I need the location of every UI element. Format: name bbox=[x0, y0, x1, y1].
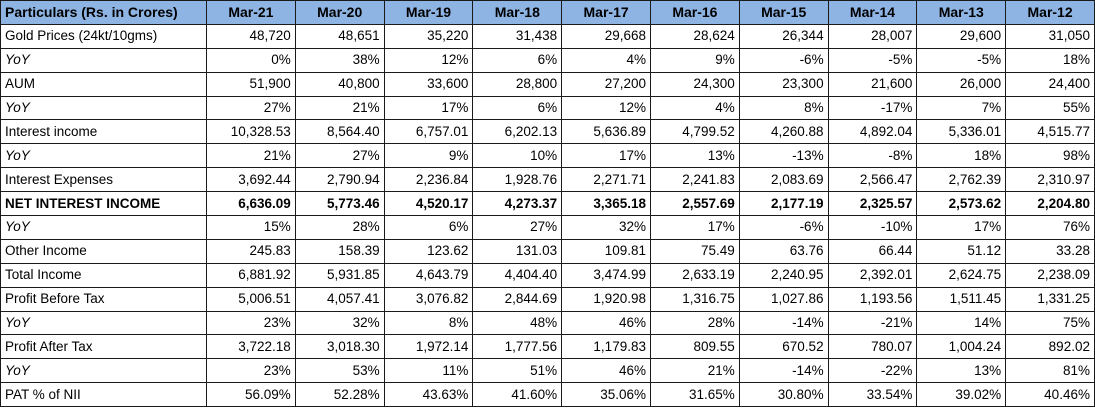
table-cell: 53% bbox=[295, 359, 384, 383]
table-cell: 1,027.86 bbox=[739, 287, 828, 311]
table-cell: 48,651 bbox=[295, 24, 384, 48]
table-cell: 2,762.39 bbox=[917, 168, 1006, 192]
table-row bbox=[1, 239, 1095, 263]
table-cell: 4,404.40 bbox=[473, 263, 562, 287]
row-label: YoY bbox=[1, 144, 207, 168]
table-cell: 2,310.97 bbox=[1006, 168, 1095, 192]
table-cell: 1,179.83 bbox=[562, 335, 651, 359]
table-cell: 2,238.09 bbox=[1006, 263, 1095, 287]
table-cell: 2,271.71 bbox=[562, 168, 651, 192]
table-cell: 33.54% bbox=[828, 383, 917, 407]
table-cell: -6% bbox=[739, 216, 828, 240]
table-cell: 35.06% bbox=[562, 383, 651, 407]
header-row bbox=[1, 1, 1095, 25]
table-cell: 4% bbox=[650, 96, 739, 120]
year-header: Mar-16 bbox=[650, 1, 739, 25]
table-cell: 11% bbox=[384, 359, 473, 383]
table-cell: 6,881.92 bbox=[207, 263, 296, 287]
row-label: AUM bbox=[1, 72, 207, 96]
table-cell: 27% bbox=[295, 144, 384, 168]
table-cell: 3,692.44 bbox=[207, 168, 296, 192]
table-cell: 4,515.77 bbox=[1006, 120, 1095, 144]
year-header: Mar-12 bbox=[1006, 1, 1095, 25]
table-cell: 51,900 bbox=[207, 72, 296, 96]
table-cell: 3,474.99 bbox=[562, 263, 651, 287]
row-label: NET INTEREST INCOME bbox=[1, 192, 207, 216]
table-row bbox=[1, 144, 1095, 168]
table-cell: 12% bbox=[562, 96, 651, 120]
table-cell: 2,240.95 bbox=[739, 263, 828, 287]
table-cell: 18% bbox=[1006, 48, 1095, 72]
row-label: YoY bbox=[1, 216, 207, 240]
table-cell: 131.03 bbox=[473, 239, 562, 263]
table-cell: 5,336.01 bbox=[917, 120, 1006, 144]
table-cell: 15% bbox=[207, 216, 296, 240]
table-cell: 2,790.94 bbox=[295, 168, 384, 192]
table-row bbox=[1, 24, 1095, 48]
table-cell: 809.55 bbox=[650, 335, 739, 359]
table-cell: 75% bbox=[1006, 311, 1095, 335]
table-row bbox=[1, 383, 1095, 407]
table-cell: 29,600 bbox=[917, 24, 1006, 48]
year-header: Mar-21 bbox=[207, 1, 296, 25]
table-cell: 9% bbox=[650, 48, 739, 72]
table-cell: 76% bbox=[1006, 216, 1095, 240]
table-cell: 3,076.82 bbox=[384, 287, 473, 311]
table-cell: 780.07 bbox=[828, 335, 917, 359]
table-cell: 892.02 bbox=[1006, 335, 1095, 359]
table-cell: 29,668 bbox=[562, 24, 651, 48]
table-cell: 43.63% bbox=[384, 383, 473, 407]
table-cell: 2,844.69 bbox=[473, 287, 562, 311]
table-cell: 21% bbox=[650, 359, 739, 383]
table-cell: 32% bbox=[295, 311, 384, 335]
table-cell: 40,800 bbox=[295, 72, 384, 96]
year-header: Mar-14 bbox=[828, 1, 917, 25]
table-cell: 2,566.47 bbox=[828, 168, 917, 192]
table-cell: 5,006.51 bbox=[207, 287, 296, 311]
table-cell: 1,972.14 bbox=[384, 335, 473, 359]
table-row bbox=[1, 72, 1095, 96]
table-cell: 27% bbox=[473, 216, 562, 240]
table-cell: 21% bbox=[295, 96, 384, 120]
table-cell: 27% bbox=[207, 96, 296, 120]
table-cell: -14% bbox=[739, 359, 828, 383]
table-cell: 28,624 bbox=[650, 24, 739, 48]
table-row bbox=[1, 168, 1095, 192]
table-cell: 3,365.18 bbox=[562, 192, 651, 216]
table-cell: 23,300 bbox=[739, 72, 828, 96]
table-cell: 14% bbox=[917, 311, 1006, 335]
row-label: YoY bbox=[1, 359, 207, 383]
table-body bbox=[1, 24, 1095, 406]
table-cell: 2,236.84 bbox=[384, 168, 473, 192]
table-cell: 2,083.69 bbox=[739, 168, 828, 192]
table-cell: 8% bbox=[384, 311, 473, 335]
year-header: Mar-18 bbox=[473, 1, 562, 25]
table-cell: 18% bbox=[917, 144, 1006, 168]
table-row bbox=[1, 287, 1095, 311]
table-cell: 21% bbox=[207, 144, 296, 168]
table-cell: 31.65% bbox=[650, 383, 739, 407]
table-cell: 30.80% bbox=[739, 383, 828, 407]
table-row bbox=[1, 48, 1095, 72]
table-cell: 28,800 bbox=[473, 72, 562, 96]
table-cell: -8% bbox=[828, 144, 917, 168]
table-cell: 46% bbox=[562, 359, 651, 383]
table-cell: 4,799.52 bbox=[650, 120, 739, 144]
table-cell: 6% bbox=[473, 96, 562, 120]
row-label: YoY bbox=[1, 48, 207, 72]
table-cell: 81% bbox=[1006, 359, 1095, 383]
table-cell: 24,400 bbox=[1006, 72, 1095, 96]
table-cell: 52.28% bbox=[295, 383, 384, 407]
row-label: Interest Expenses bbox=[1, 168, 207, 192]
table-cell: 28% bbox=[295, 216, 384, 240]
table-cell: -17% bbox=[828, 96, 917, 120]
table-cell: -5% bbox=[917, 48, 1006, 72]
table-cell: -13% bbox=[739, 144, 828, 168]
row-label: Total Income bbox=[1, 263, 207, 287]
table-cell: 1,004.24 bbox=[917, 335, 1006, 359]
table-cell: 6% bbox=[473, 48, 562, 72]
table-row bbox=[1, 216, 1095, 240]
table-cell: 2,204.80 bbox=[1006, 192, 1095, 216]
table-cell: 24,300 bbox=[650, 72, 739, 96]
table-cell: 51.12 bbox=[917, 239, 1006, 263]
table-cell: 4,273.37 bbox=[473, 192, 562, 216]
table-cell: 5,636.89 bbox=[562, 120, 651, 144]
table-cell: 13% bbox=[917, 359, 1006, 383]
year-header: Mar-13 bbox=[917, 1, 1006, 25]
table-cell: 2,624.75 bbox=[917, 263, 1006, 287]
table-cell: 2,325.57 bbox=[828, 192, 917, 216]
table-cell: 6,202.13 bbox=[473, 120, 562, 144]
table-cell: 39.02% bbox=[917, 383, 1006, 407]
table-cell: 4,260.88 bbox=[739, 120, 828, 144]
table-cell: 48% bbox=[473, 311, 562, 335]
row-label: Profit Before Tax bbox=[1, 287, 207, 311]
table-cell: 2,392.01 bbox=[828, 263, 917, 287]
table-cell: 32% bbox=[562, 216, 651, 240]
table-cell: 17% bbox=[562, 144, 651, 168]
table-cell: -22% bbox=[828, 359, 917, 383]
table-cell: 98% bbox=[1006, 144, 1095, 168]
table-cell: 23% bbox=[207, 311, 296, 335]
table-row bbox=[1, 192, 1095, 216]
table-cell: 17% bbox=[650, 216, 739, 240]
row-label: YoY bbox=[1, 96, 207, 120]
table-cell: 4,057.41 bbox=[295, 287, 384, 311]
table-cell: 123.62 bbox=[384, 239, 473, 263]
table-cell: 245.83 bbox=[207, 239, 296, 263]
table-cell: 33,600 bbox=[384, 72, 473, 96]
table-cell: 2,633.19 bbox=[650, 263, 739, 287]
table-cell: 10% bbox=[473, 144, 562, 168]
table-cell: -21% bbox=[828, 311, 917, 335]
row-label: Gold Prices (24kt/10gms) bbox=[1, 24, 207, 48]
row-label: Interest income bbox=[1, 120, 207, 144]
table-cell: 2,557.69 bbox=[650, 192, 739, 216]
table-cell: 158.39 bbox=[295, 239, 384, 263]
table-cell: 46% bbox=[562, 311, 651, 335]
table-cell: -10% bbox=[828, 216, 917, 240]
table-cell: 1,777.56 bbox=[473, 335, 562, 359]
table-cell: 13% bbox=[650, 144, 739, 168]
row-label: YoY bbox=[1, 311, 207, 335]
table-cell: 28% bbox=[650, 311, 739, 335]
table-cell: 10,328.53 bbox=[207, 120, 296, 144]
table-cell: 8% bbox=[739, 96, 828, 120]
table-cell: 41.60% bbox=[473, 383, 562, 407]
table-cell: 28,007 bbox=[828, 24, 917, 48]
table-cell: 1,316.75 bbox=[650, 287, 739, 311]
table-cell: 6,636.09 bbox=[207, 192, 296, 216]
table-cell: 33.28 bbox=[1006, 239, 1095, 263]
table-row bbox=[1, 311, 1095, 335]
table-cell: 23% bbox=[207, 359, 296, 383]
row-label: Other Income bbox=[1, 239, 207, 263]
table-row bbox=[1, 120, 1095, 144]
table-cell: 26,000 bbox=[917, 72, 1006, 96]
row-label: PAT % of NII bbox=[1, 383, 207, 407]
year-header: Mar-19 bbox=[384, 1, 473, 25]
table-cell: -6% bbox=[739, 48, 828, 72]
table-cell: 51% bbox=[473, 359, 562, 383]
table-cell: 1,928.76 bbox=[473, 168, 562, 192]
table-cell: 17% bbox=[384, 96, 473, 120]
table-cell: 5,773.46 bbox=[295, 192, 384, 216]
table-cell: 31,050 bbox=[1006, 24, 1095, 48]
table-cell: 26,344 bbox=[739, 24, 828, 48]
table-cell: 1,331.25 bbox=[1006, 287, 1095, 311]
table-cell: 4,643.79 bbox=[384, 263, 473, 287]
table-cell: 1,920.98 bbox=[562, 287, 651, 311]
table-cell: 35,220 bbox=[384, 24, 473, 48]
table-cell: 27,200 bbox=[562, 72, 651, 96]
table-cell: 5,931.85 bbox=[295, 263, 384, 287]
table-cell: 12% bbox=[384, 48, 473, 72]
table-cell: 3,722.18 bbox=[207, 335, 296, 359]
particulars-header: Particulars (Rs. in Crores) bbox=[1, 1, 207, 25]
table-cell: 109.81 bbox=[562, 239, 651, 263]
table-cell: 8,564.40 bbox=[295, 120, 384, 144]
table-cell: 56.09% bbox=[207, 383, 296, 407]
table-cell: 0% bbox=[207, 48, 296, 72]
table-cell: -5% bbox=[828, 48, 917, 72]
table-cell: 31,438 bbox=[473, 24, 562, 48]
table-cell: 4% bbox=[562, 48, 651, 72]
table-cell: 21,600 bbox=[828, 72, 917, 96]
table-row bbox=[1, 96, 1095, 120]
table-cell: -14% bbox=[739, 311, 828, 335]
table-cell: 6,757.01 bbox=[384, 120, 473, 144]
table-cell: 2,573.62 bbox=[917, 192, 1006, 216]
table-row bbox=[1, 335, 1095, 359]
table-cell: 40.46% bbox=[1006, 383, 1095, 407]
table-cell: 55% bbox=[1006, 96, 1095, 120]
year-header: Mar-20 bbox=[295, 1, 384, 25]
table-cell: 2,177.19 bbox=[739, 192, 828, 216]
table-cell: 3,018.30 bbox=[295, 335, 384, 359]
table-cell: 17% bbox=[917, 216, 1006, 240]
table-cell: 38% bbox=[295, 48, 384, 72]
year-header: Mar-17 bbox=[562, 1, 651, 25]
table-cell: 1,511.45 bbox=[917, 287, 1006, 311]
table-cell: 6% bbox=[384, 216, 473, 240]
table-cell: 670.52 bbox=[739, 335, 828, 359]
table-row bbox=[1, 359, 1095, 383]
table-cell: 1,193.56 bbox=[828, 287, 917, 311]
table-cell: 75.49 bbox=[650, 239, 739, 263]
row-label: Profit After Tax bbox=[1, 335, 207, 359]
table-cell: 66.44 bbox=[828, 239, 917, 263]
table-cell: 4,892.04 bbox=[828, 120, 917, 144]
table-cell: 2,241.83 bbox=[650, 168, 739, 192]
year-header: Mar-15 bbox=[739, 1, 828, 25]
table-cell: 48,720 bbox=[207, 24, 296, 48]
table-cell: 63.76 bbox=[739, 239, 828, 263]
table-cell: 9% bbox=[384, 144, 473, 168]
table-cell: 4,520.17 bbox=[384, 192, 473, 216]
table-cell: 7% bbox=[917, 96, 1006, 120]
table-row bbox=[1, 263, 1095, 287]
